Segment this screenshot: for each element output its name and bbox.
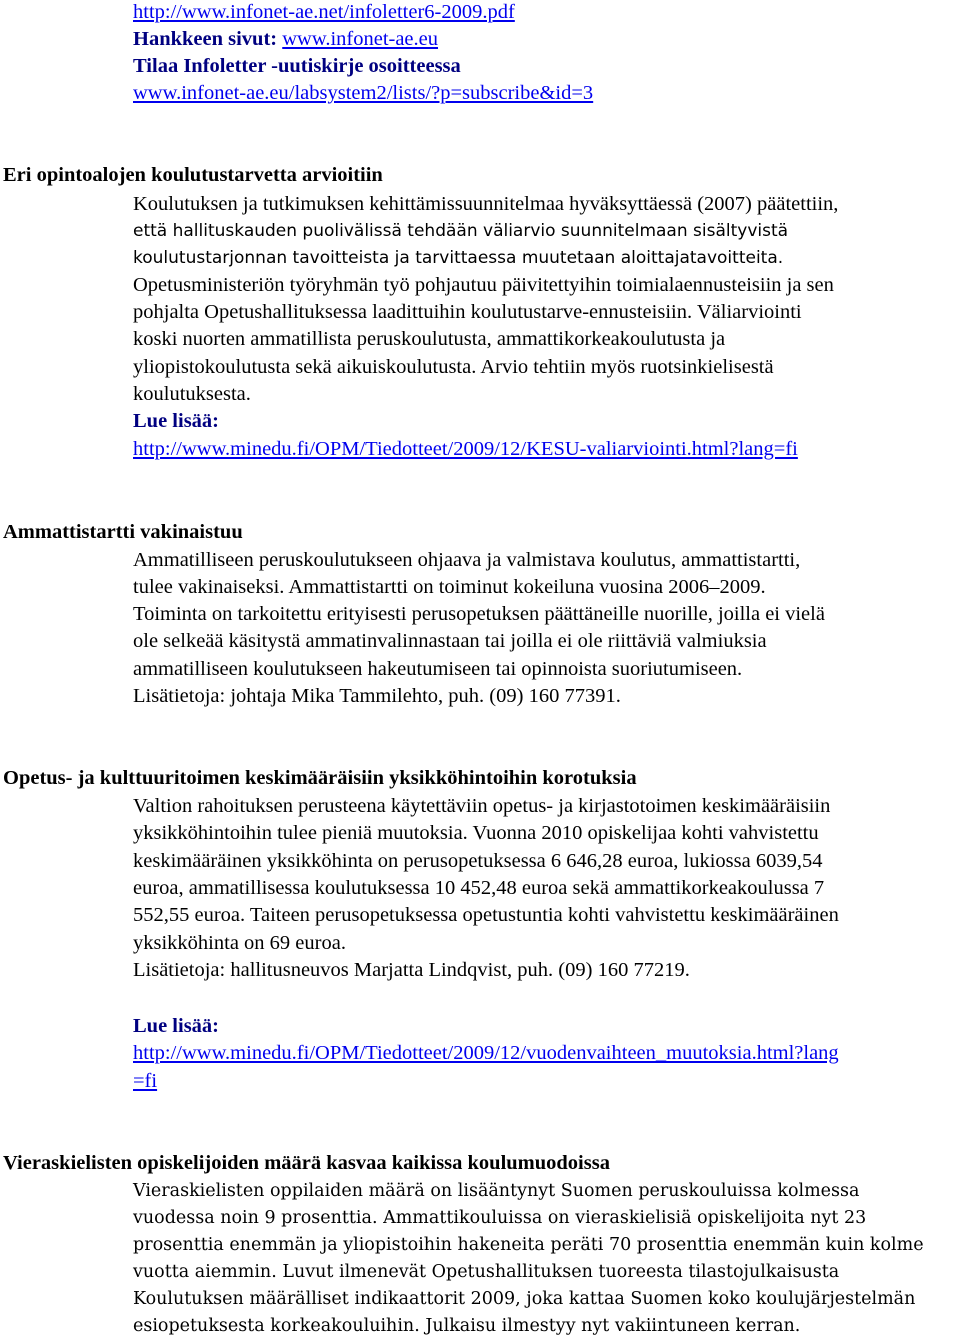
section1-line-1: Koulutuksen ja tutkimuksen kehittämissuunnitelmaa hyväksyttäessä (2007) päätettiin, [133, 193, 839, 215]
section3-line-5: 552,55 euroa. Taiteen perusopetuksessa opetustuntia kohti vahvistettu keskimääräinen [133, 904, 839, 926]
section2-line-1: Ammatilliseen peruskoulutukseen ohjaava ja valmistava koulutus, ammattistartti, [133, 549, 801, 571]
section3-line-7: Lisätietoja: hallitusneuvos Marjatta Lindqvist, puh. (09) 160 77219. [133, 959, 690, 981]
section4-line-3: prosenttia enemmän ja yliopistoihin hakeneita peräti 70 prosenttia enemmän kuin kolme [133, 1235, 924, 1255]
section-heading-koulutustarve: Eri opintoalojen koulutustarvetta arvioitiin [3, 164, 383, 186]
section-heading-ammattistartti: Ammattistartti vakinaistuu [3, 521, 243, 543]
section4-line-2: vuodessa noin 9 prosenttia. Ammattikouluissa on vieraskielisiä opiskelijoita nyt 23 [133, 1208, 867, 1228]
section1-line-6: koski nuorten ammatillista peruskoulutusta, ammattikorkeakoulutusta ja [133, 328, 726, 350]
section3-line-4: euroa, ammatillisessa koulutuksessa 10 452,48 euroa sekä ammattikorkeakoulussa 7 [133, 877, 825, 899]
section3-line-1: Valtion rahoituksen perusteena käytettäviin opetus- ja kirjastotoimen keskimääräisiin [133, 795, 831, 817]
section4-line-1: Vieraskielisten oppilaiden määrä on lisääntynyt Suomen peruskouluissa kolmessa [133, 1181, 860, 1201]
section2-line-3: Toiminta on tarkoitettu erityisesti perusopetuksen päättäneille nuorille, joilla ei vielä [133, 603, 825, 625]
section4-line-4: vuotta aiemmin. Luvut ilmenevät Opetushallituksen tuoreesta tilastojulkaisusta [133, 1262, 840, 1282]
section1-line-3: koulutustarjonnan tavoitteista ja tarvittaessa muutetaan aloittajatavoitteita. [133, 248, 784, 268]
infoletter-pdf-link[interactable]: http://www.infonet-ae.net/infoletter6-2009.pdf [133, 1, 515, 23]
section2-line-4: ole selkeää käsitystä ammatinvalinnastaan tai joilla ei ole riittäviä valmiuksia [133, 630, 767, 652]
subscribe-link[interactable]: www.infonet-ae.eu/labsystem2/lists/?p=subscribe&id=3 [133, 82, 594, 104]
section1-line-4: Opetusministeriön työryhmän työ pohjautuu päivitettyihin toimialaennusteisiin ja sen [133, 274, 834, 296]
vuodenvaihteen-muutoksia-link[interactable]: http://www.minedu.fi/OPM/Tiedotteet/2009/12/vuodenvaihteen_muutoksia.html?lang [133, 1042, 839, 1064]
section1-line-7: yliopistokoulutusta sekä aikuiskoulutusta. Arvio tehtiin myös ruotsinkielisestä [133, 356, 774, 378]
section4-line-5: Koulutuksen määrälliset indikaattorit 2009, joka kattaa Suomen koko koulujärjestelmän [133, 1289, 916, 1309]
section4-line-6: esiopetuksesta korkeakouluihin. Julkaisu ilmestyy nyt vakiintuneen kerran. [133, 1316, 801, 1336]
lue-lisaa-label-2: Lue lisää: [133, 1015, 219, 1037]
lue-lisaa-label-1: Lue lisää: [133, 410, 219, 432]
kesu-valiarviointi-link[interactable]: http://www.minedu.fi/OPM/Tiedotteet/2009/12/KESU-valiarviointi.html?lang=fi [133, 438, 798, 460]
tilaa-infoletter-text: Tilaa Infoletter -uutiskirje osoitteessa [133, 55, 461, 77]
section2-line-2: tulee vakinaiseksi. Ammattistartti on toiminut kokeiluna vuosina 2006–2009. [133, 576, 766, 598]
section3-line-3: keskimääräinen yksikköhinta on perusopetuksessa 6 646,28 euroa, lukiossa 6039,54 [133, 850, 823, 872]
section3-line-2: yksikköhintoihin tulee pieniä muutoksia. Vuonna 2010 opiskelijaa kohti vahvistettu [133, 822, 819, 844]
section1-line-2: että hallituskauden puolivälissä tehdään väliarvio suunnitelmaan sisältyvistä [133, 221, 789, 241]
section-heading-vieraskieliset: Vieraskielisten opiskelijoiden määrä kasvaa kaikissa koulumuodoissa [3, 1152, 610, 1174]
section2-line-6: Lisätietoja: johtaja Mika Tammilehto, puh. (09) 160 77391. [133, 685, 621, 707]
hankkeen-sivut-label: Hankkeen sivut: [133, 28, 278, 50]
vuodenvaihteen-muutoksia-link-cont[interactable]: =fi [133, 1070, 158, 1092]
section3-line-6: yksikköhinta on 69 euroa. [133, 932, 346, 954]
section1-line-8: koulutuksesta. [133, 383, 251, 405]
section1-line-5: pohjalta Opetushallituksessa laadittuihin koulutustarve-ennusteisiin. Väliarviointi [133, 301, 802, 323]
section2-line-5: ammatilliseen koulutukseen hakeutumiseen tai opinnoista suoriutumiseen. [133, 658, 743, 680]
hankkeen-sivut-link[interactable]: www.infonet-ae.eu [282, 28, 439, 50]
section-heading-yksikkohinnat: Opetus- ja kulttuuritoimen keskimääräisiin yksikköhintoihin korotuksia [3, 767, 637, 789]
